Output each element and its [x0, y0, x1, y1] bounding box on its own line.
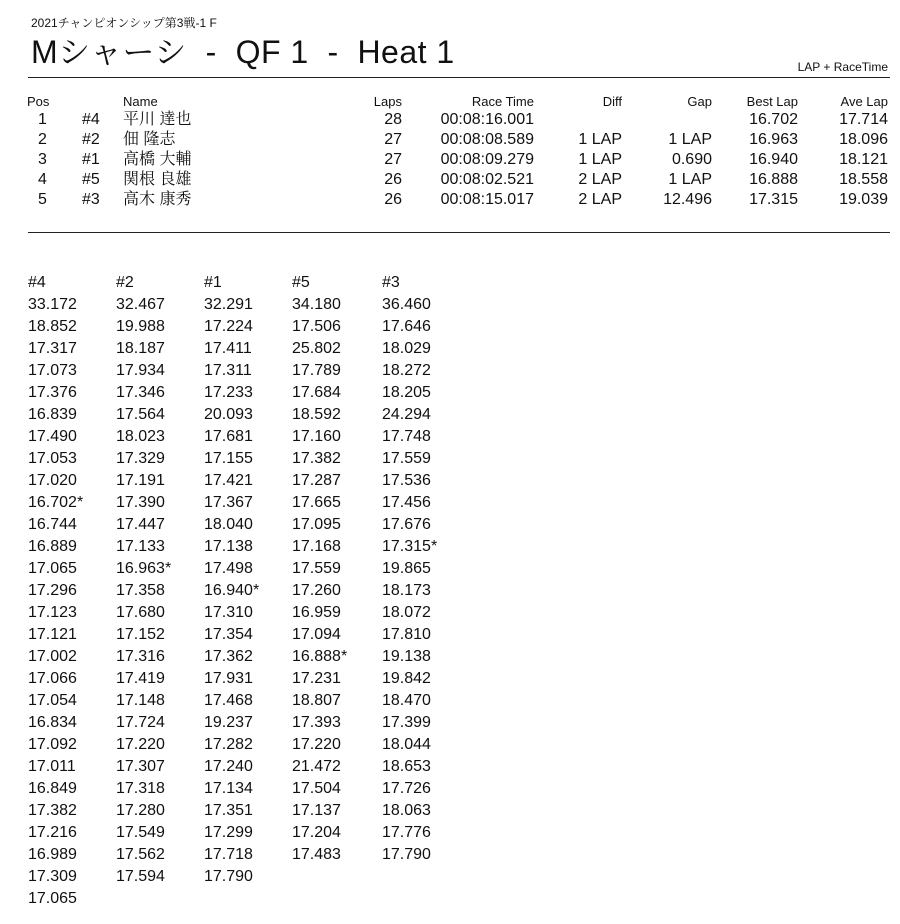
result-best-lap: 16.963 — [749, 131, 798, 148]
lap-time: 17.318 — [116, 780, 165, 797]
result-race-time: 00:08:08.589 — [440, 131, 534, 148]
lap-column — [204, 272, 259, 888]
col-gap-header: Gap — [687, 94, 712, 109]
lap-time: 18.044 — [382, 736, 431, 753]
result-row — [0, 170, 900, 190]
lap-time: 17.776 — [382, 824, 431, 841]
lap-time: 19.237 — [204, 714, 253, 731]
lap-time: 16.834 — [28, 714, 77, 731]
lap-time: 17.411 — [204, 340, 252, 357]
lap-column — [382, 272, 437, 866]
lap-time: 17.299 — [204, 824, 253, 841]
lap-time: 17.138 — [204, 538, 253, 555]
lap-time: 17.053 — [28, 450, 77, 467]
result-ave-lap: 18.096 — [839, 131, 888, 148]
lap-time: 17.789 — [292, 362, 341, 379]
lap-time: 17.358 — [116, 582, 165, 599]
lap-time: 17.390 — [116, 494, 165, 511]
lap-time: 19.988 — [116, 318, 165, 335]
lap-time: 17.498 — [204, 560, 253, 577]
lap-time: 17.123 — [28, 604, 77, 621]
lap-time: 17.224 — [204, 318, 253, 335]
lap-time: 17.280 — [116, 802, 165, 819]
lap-time: 17.419 — [116, 670, 165, 687]
lap-time: 17.810 — [382, 626, 431, 643]
lap-time: 17.594 — [116, 868, 165, 885]
result-position: 4 — [38, 171, 47, 188]
lap-time: 18.592 — [292, 406, 341, 423]
result-laps: 27 — [384, 131, 402, 148]
lap-time: 17.220 — [292, 736, 341, 753]
lap-time: 17.393 — [292, 714, 341, 731]
result-race-time: 00:08:15.017 — [440, 191, 534, 208]
lap-column-header: #3 — [382, 274, 400, 291]
lap-time: 18.023 — [116, 428, 165, 445]
lap-time: 17.020 — [28, 472, 77, 489]
lap-time: 17.311 — [204, 362, 252, 379]
result-diff: 1 LAP — [578, 131, 622, 148]
lap-time: 17.506 — [292, 318, 341, 335]
result-laps: 28 — [384, 111, 402, 128]
lap-time: 24.294 — [382, 406, 431, 423]
result-gap: 1 LAP — [668, 171, 712, 188]
lap-time: 34.180 — [292, 296, 341, 313]
lap-time: 16.959 — [292, 604, 341, 621]
result-car-number: #5 — [82, 171, 100, 188]
legend-label: LAP + RaceTime — [797, 60, 888, 74]
result-gap: 0.690 — [671, 151, 712, 168]
lap-time: 36.460 — [382, 296, 431, 313]
lap-time: 17.094 — [292, 626, 341, 643]
lap-time: 18.187 — [116, 340, 165, 357]
lap-time: 17.121 — [28, 626, 77, 643]
result-gap: 12.496 — [663, 191, 712, 208]
lap-time: 17.095 — [292, 516, 341, 533]
lap-time: 17.220 — [116, 736, 165, 753]
lap-time: 17.309 — [28, 868, 77, 885]
result-race-time: 00:08:09.279 — [440, 151, 534, 168]
lap-time: 17.549 — [116, 824, 165, 841]
lap-time: 17.504 — [292, 780, 341, 797]
result-best-lap: 16.888 — [749, 171, 798, 188]
lap-time: 17.367 — [204, 494, 253, 511]
col-avelap-header: Ave Lap — [840, 94, 888, 109]
lap-time: 17.137 — [292, 802, 341, 819]
lap-time: 16.888* — [292, 648, 348, 665]
lap-time: 17.216 — [28, 824, 77, 841]
lap-time: 17.155 — [204, 450, 253, 467]
lap-time: 18.072 — [382, 604, 431, 621]
lap-time: 16.889 — [28, 538, 77, 555]
lap-time: 17.748 — [382, 428, 431, 445]
result-ave-lap: 18.558 — [839, 171, 888, 188]
lap-time: 17.316 — [116, 648, 165, 665]
lap-time: 17.133 — [116, 538, 165, 555]
result-car-number: #4 — [82, 111, 100, 128]
lap-time: 18.653 — [382, 758, 431, 775]
lap-time: 17.346 — [116, 384, 165, 401]
lap-column — [116, 272, 171, 888]
lap-time: 18.040 — [204, 516, 253, 533]
lap-time: 17.399 — [382, 714, 431, 731]
lap-time: 17.329 — [116, 450, 165, 467]
lap-time: 17.931 — [204, 670, 253, 687]
lap-time: 17.351 — [204, 802, 253, 819]
lap-time: 16.839 — [28, 406, 77, 423]
result-best-lap: 17.315 — [749, 191, 798, 208]
lap-time: 17.231 — [292, 670, 341, 687]
result-gap: 1 LAP — [668, 131, 712, 148]
lap-time: 17.065 — [28, 560, 77, 577]
lap-time: 17.233 — [204, 384, 253, 401]
lap-time: 17.447 — [116, 516, 165, 533]
lap-time: 17.934 — [116, 362, 165, 379]
result-position: 1 — [38, 111, 47, 128]
lap-time: 17.376 — [28, 384, 77, 401]
lap-time: 17.536 — [382, 472, 431, 489]
lap-time: 17.296 — [28, 582, 77, 599]
lap-time: 17.456 — [382, 494, 431, 511]
lap-time: 32.467 — [116, 296, 165, 313]
result-row — [0, 190, 900, 210]
lap-time: 17.724 — [116, 714, 165, 731]
lap-time: 16.940* — [204, 582, 260, 599]
results-divider — [28, 232, 890, 233]
result-ave-lap: 17.714 — [839, 111, 888, 128]
lap-time: 18.063 — [382, 802, 431, 819]
lap-time: 19.865 — [382, 560, 431, 577]
col-racetime-header: Race Time — [471, 94, 534, 109]
lap-time: 17.646 — [382, 318, 431, 335]
lap-time: 17.073 — [28, 362, 77, 379]
lap-column-header: #4 — [28, 274, 46, 291]
lap-time: 17.168 — [292, 538, 341, 555]
lap-time: 17.564 — [116, 406, 165, 423]
result-diff: 2 LAP — [578, 191, 622, 208]
lap-time: 17.684 — [292, 384, 341, 401]
result-best-lap: 16.702 — [749, 111, 798, 128]
result-diff: 1 LAP — [578, 151, 622, 168]
result-laps: 26 — [384, 171, 402, 188]
lap-time: 18.852 — [28, 318, 77, 335]
result-row — [0, 110, 900, 130]
lap-time: 17.191 — [116, 472, 165, 489]
result-row — [0, 130, 900, 150]
lap-time: 17.134 — [204, 780, 253, 797]
lap-time: 17.354 — [204, 626, 253, 643]
result-car-number: #3 — [82, 191, 100, 208]
result-car-number: #1 — [82, 151, 100, 168]
lap-time: 17.307 — [116, 758, 165, 775]
lap-time: 18.173 — [382, 582, 431, 599]
result-position: 2 — [38, 131, 47, 148]
lap-time: 17.310 — [204, 604, 253, 621]
lap-time: 17.315* — [382, 538, 438, 555]
lap-time: 17.065 — [28, 890, 77, 907]
lap-time: 17.066 — [28, 670, 77, 687]
lap-time: 18.205 — [382, 384, 431, 401]
result-race-time: 00:08:16.001 — [440, 111, 534, 128]
result-diff: 2 LAP — [578, 171, 622, 188]
lap-time: 17.676 — [382, 516, 431, 533]
lap-time: 19.138 — [382, 648, 431, 665]
lap-time: 17.160 — [292, 428, 341, 445]
lap-time: 16.702* — [28, 494, 84, 511]
result-driver-name: 平川 達也 — [123, 111, 192, 128]
result-ave-lap: 18.121 — [839, 151, 888, 168]
col-name-header: Name — [123, 94, 158, 109]
result-driver-name: 関根 良雄 — [123, 171, 192, 188]
lap-time: 25.802 — [292, 340, 341, 357]
lap-time: 17.287 — [292, 472, 341, 489]
col-pos-header: Pos — [27, 94, 50, 109]
lap-column — [28, 272, 83, 910]
lap-column-header: #2 — [116, 274, 134, 291]
lap-time: 17.718 — [204, 846, 253, 863]
lap-time: 32.291 — [204, 296, 253, 313]
lap-time: 17.559 — [292, 560, 341, 577]
result-row — [0, 150, 900, 170]
results-table — [0, 94, 900, 210]
col-bestlap-header: Best Lap — [746, 94, 798, 109]
lap-time: 17.726 — [382, 780, 431, 797]
result-car-number: #2 — [82, 131, 100, 148]
page-title: Mシャーシ - QF 1 - Heat 1 — [31, 34, 455, 70]
title-divider — [28, 77, 890, 78]
result-ave-lap: 19.039 — [839, 191, 888, 208]
result-position: 5 — [38, 191, 47, 208]
result-driver-name: 高橋 大輔 — [123, 151, 192, 168]
lap-time: 17.362 — [204, 648, 253, 665]
lap-time: 20.093 — [204, 406, 253, 423]
lap-time: 17.421 — [204, 472, 253, 489]
result-race-time: 00:08:02.521 — [440, 171, 534, 188]
lap-time: 17.559 — [382, 450, 431, 467]
result-position: 3 — [38, 151, 47, 168]
result-laps: 27 — [384, 151, 402, 168]
results-header-row — [0, 94, 900, 110]
lap-time: 17.468 — [204, 692, 253, 709]
lap-time: 16.849 — [28, 780, 77, 797]
lap-time: 17.382 — [28, 802, 77, 819]
lap-time: 17.282 — [204, 736, 253, 753]
lap-time: 17.260 — [292, 582, 341, 599]
lap-time: 18.807 — [292, 692, 341, 709]
lap-time: 17.092 — [28, 736, 77, 753]
lap-time: 18.029 — [382, 340, 431, 357]
lap-time: 17.148 — [116, 692, 165, 709]
result-driver-name: 高木 康秀 — [123, 191, 192, 208]
lap-time: 17.790 — [204, 868, 253, 885]
lap-time: 17.204 — [292, 824, 341, 841]
lap-time: 17.665 — [292, 494, 341, 511]
lap-time: 17.002 — [28, 648, 77, 665]
col-diff-header: Diff — [602, 94, 622, 109]
lap-time: 17.562 — [116, 846, 165, 863]
lap-time: 17.054 — [28, 692, 77, 709]
lap-time: 16.744 — [28, 516, 77, 533]
event-title: 2021チャンピオンシップ第3戦-1 F — [31, 16, 217, 30]
lap-time: 17.681 — [204, 428, 253, 445]
lap-time: 17.790 — [382, 846, 431, 863]
lap-column-header: #5 — [292, 274, 310, 291]
result-driver-name: 佃 隆志 — [123, 131, 176, 148]
lap-time: 19.842 — [382, 670, 431, 687]
lap-column-header: #1 — [204, 274, 222, 291]
lap-time: 17.317 — [28, 340, 77, 357]
lap-time: 17.152 — [116, 626, 165, 643]
lap-time: 17.011 — [28, 758, 76, 775]
lap-time: 33.172 — [28, 296, 77, 313]
lap-time: 17.240 — [204, 758, 253, 775]
lap-time: 17.483 — [292, 846, 341, 863]
result-best-lap: 16.940 — [749, 151, 798, 168]
lap-column — [292, 272, 347, 866]
lap-time: 17.382 — [292, 450, 341, 467]
lap-time: 17.490 — [28, 428, 77, 445]
lap-time: 16.963* — [116, 560, 172, 577]
lap-time: 21.472 — [292, 758, 341, 775]
lap-time: 18.470 — [382, 692, 431, 709]
lap-time: 16.989 — [28, 846, 77, 863]
lap-time: 17.680 — [116, 604, 165, 621]
lap-time: 18.272 — [382, 362, 431, 379]
col-laps-header: Laps — [373, 94, 402, 109]
result-laps: 26 — [384, 191, 402, 208]
